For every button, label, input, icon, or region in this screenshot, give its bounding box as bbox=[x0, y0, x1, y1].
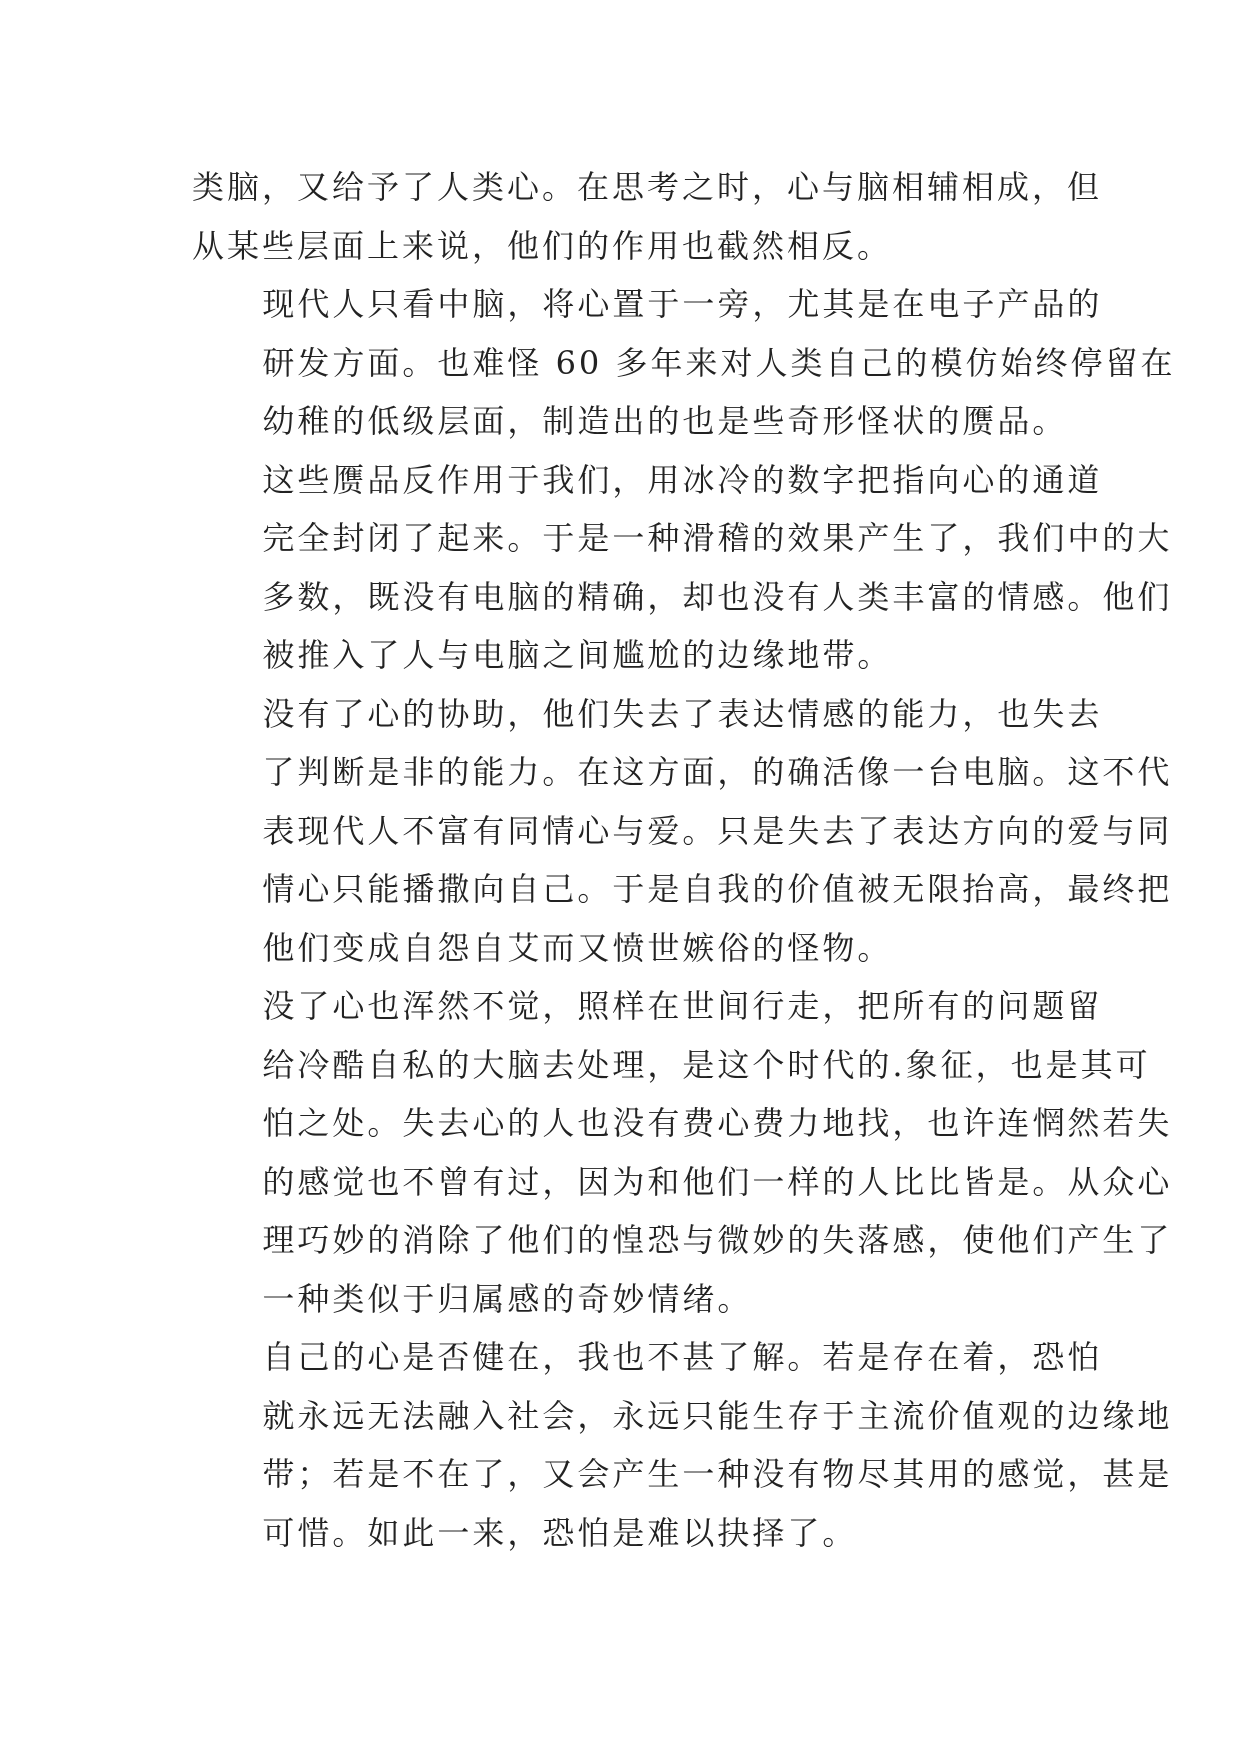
text-line: 给冷酷自私的大脑去处理，是这个时代的.象征，也是其可 bbox=[262, 1045, 1151, 1084]
body-text bbox=[192, 158, 1176, 1562]
text-line: 了判断是非的能力。在这方面，的确活像一台电脑。这不代 bbox=[262, 753, 1173, 791]
text-line: 可惜。如此一来，恐怕是难以抉择了。 bbox=[262, 1513, 858, 1552]
text-line: 完全封闭了起来。于是一种滑稽的效果产生了，我们中的大 bbox=[262, 519, 1173, 557]
text-line: 理巧妙的消除了他们的惶恐与微妙的失落感，使他们产生了 bbox=[262, 1221, 1173, 1259]
paragraph-2 bbox=[192, 275, 1176, 451]
text-line: 类脑，又给予了人类心。在思考之时，心与脑相辅相成，但 bbox=[192, 168, 1103, 206]
text-line: 这些赝品反作用于我们，用冰冷的数字把指向心的通道 bbox=[262, 460, 1103, 499]
text-line: 现代人只看中脑，将心置于一旁，尤其是在电子产品的 bbox=[262, 285, 1103, 323]
paragraph-3 bbox=[192, 451, 1173, 685]
paragraph-1 bbox=[192, 158, 1103, 275]
text-line: 没了心也浑然不觉，照样在世间行走，把所有的问题留 bbox=[262, 987, 1103, 1025]
text-line: 的感觉也不曾有过，因为和他们一样的人比比皆是。从众心 bbox=[262, 1162, 1173, 1201]
text-line: 情心只能播撒向自己。于是自我的价值被无限抬高，最终把 bbox=[262, 870, 1173, 908]
text-line: 多数，既没有电脑的精确，却也没有人类丰富的情感。他们 bbox=[262, 577, 1173, 616]
text-line: 研发方面。也难怪 60 多年来对人类自己的模仿始终停留在 bbox=[262, 343, 1176, 382]
text-line: 幼稚的低级层面，制造出的也是些奇形怪状的赝品。 bbox=[262, 402, 1068, 440]
text-line: 一种类似于归属感的奇妙情绪。 bbox=[262, 1279, 753, 1318]
text-line: 从某些层面上来说，他们的作用也截然相反。 bbox=[192, 226, 893, 265]
text-line: 没有了心的协助，他们失去了表达情感的能力，也失去 bbox=[262, 694, 1103, 733]
text-line: 被推入了人与电脑之间尴尬的边缘地带。 bbox=[262, 636, 893, 674]
paragraph-4 bbox=[192, 685, 1173, 978]
text-line: 带；若是不在了，又会产生一种没有物尽其用的感觉，甚是 bbox=[262, 1455, 1173, 1493]
text-line: 就永远无法融入社会，永远只能生存于主流价值观的边缘地 bbox=[262, 1396, 1173, 1435]
text-line: 表现代人不富有同情心与爱。只是失去了表达方向的爱与同 bbox=[262, 811, 1173, 850]
text-line: 怕之处。失去心的人也没有费心费力地找，也许连惘然若失 bbox=[262, 1104, 1173, 1142]
paragraph-6 bbox=[192, 1328, 1173, 1562]
text-line: 他们变成自怨自艾而又愤世嫉俗的怪物。 bbox=[262, 928, 893, 967]
text-line: 自己的心是否健在，我也不甚了解。若是存在着，恐怕 bbox=[262, 1338, 1103, 1376]
paragraph-5 bbox=[192, 977, 1173, 1328]
